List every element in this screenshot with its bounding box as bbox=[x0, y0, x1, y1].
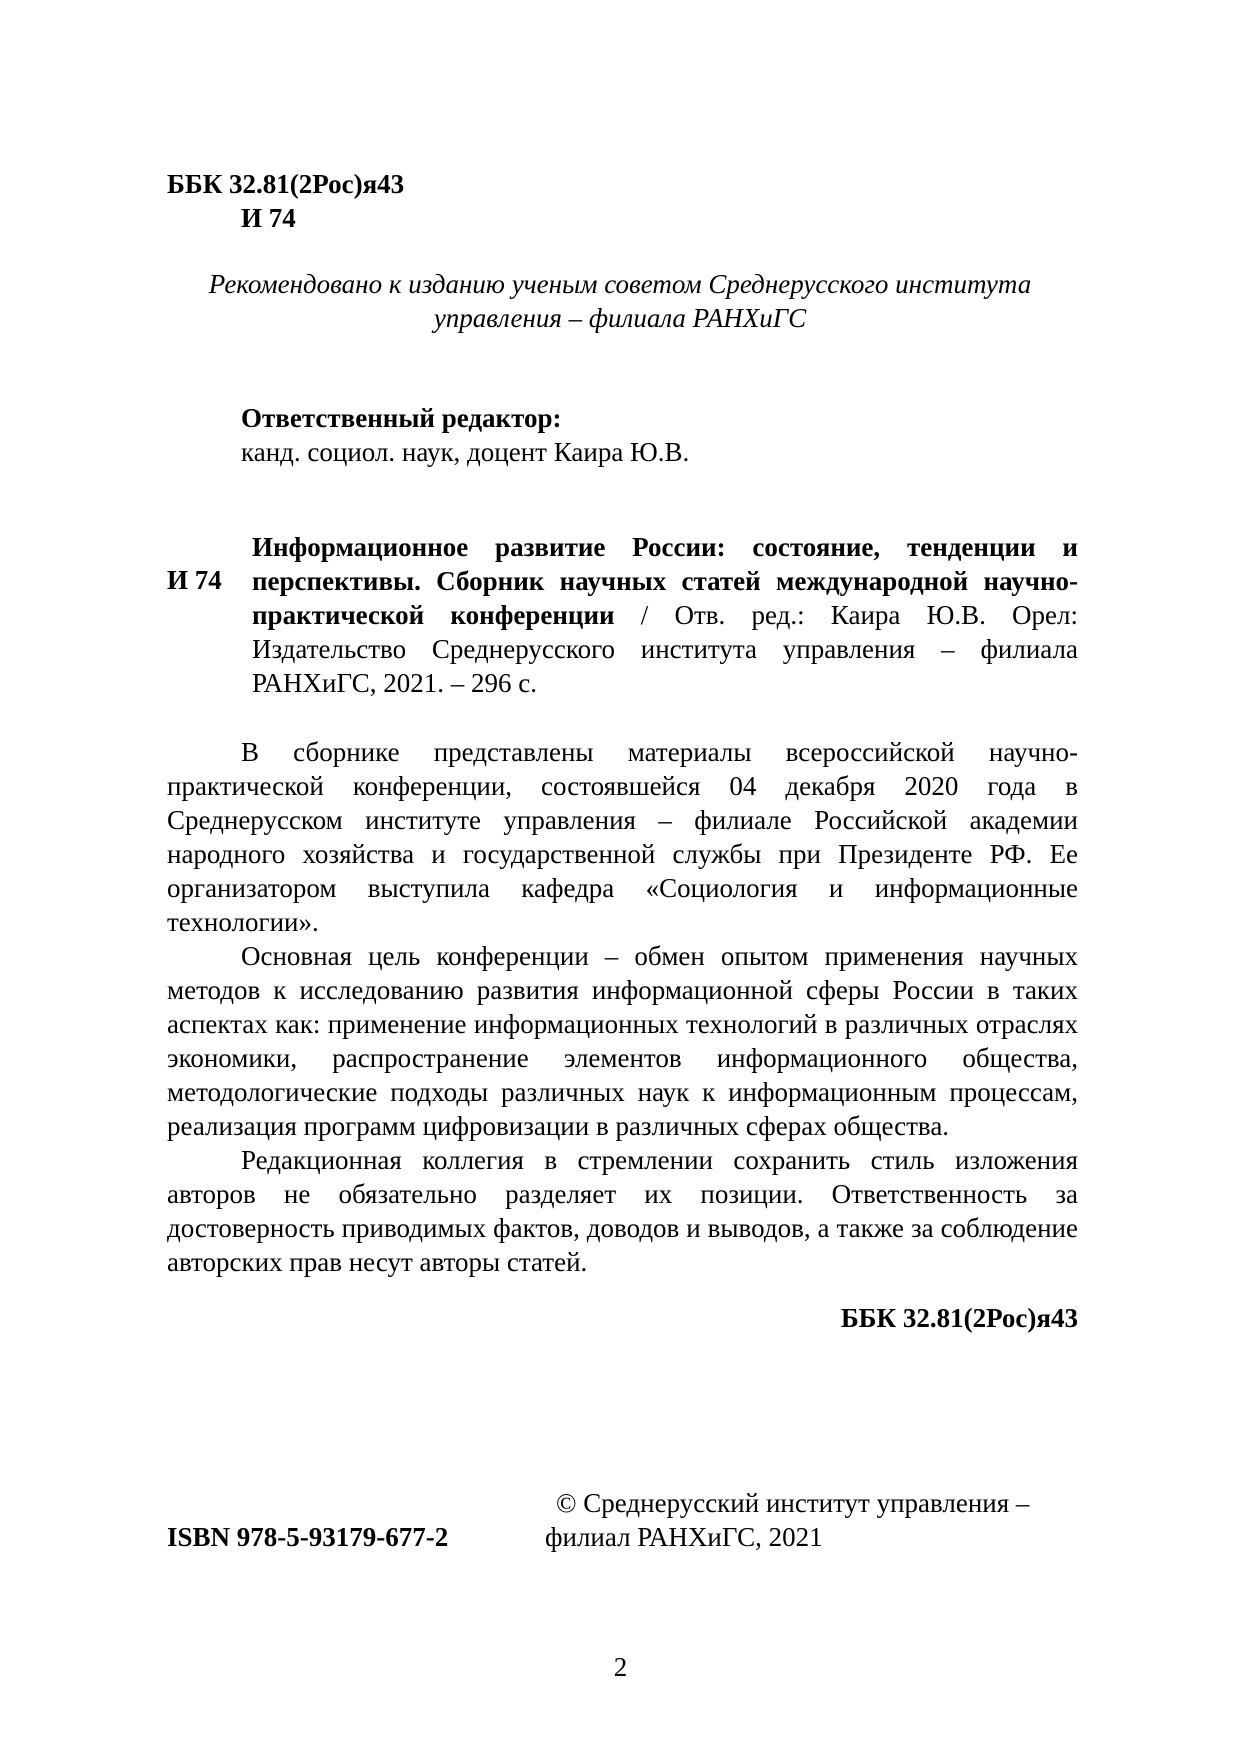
recommendation-line-1: Рекомендовано к изданию ученым советом Среднерусского института bbox=[208, 269, 1032, 299]
copyright-notice bbox=[545, 1486, 1078, 1554]
catalog-details: / Отв. ред.: Каира Ю.В. Орел: Издательство Среднерусского института управления – филиала РАНХиГС, 2021. – 296 с. bbox=[252, 600, 1079, 698]
copyright-line-2: филиал РАНХиГС, 2021 bbox=[545, 1522, 823, 1552]
bbk-footer-code: ББК 32.81(2Рос)я43 bbox=[840, 1303, 1078, 1333]
catalog-title: Информационное развитие России: состояние, тенденции и перспективы. Сборник научных статей международной научно-практической конференции bbox=[252, 532, 1078, 630]
copyright-line-1: © Среднерусский институт управления – bbox=[556, 1488, 1030, 1518]
isbn: ISBN 978-5-93179-677-2 bbox=[167, 1522, 449, 1552]
editor-name: канд. социол. наук, доцент Каира Ю.В. bbox=[241, 437, 690, 467]
annotation-paragraph: В сборнике представлены материалы всероссийской научно-практической конференции, состоявшейся 04 декабря 2020 года в Среднерусском институте управления – филиале Российской академии народного хозяйства и государственной службы при Президенте РФ. Ее организатором выступила кафедра «Социология и информационные технологии». bbox=[167, 737, 1078, 937]
recommendation-note bbox=[160, 267, 1080, 335]
page-number: 2 bbox=[613, 1652, 628, 1682]
bbk-code: ББК 32.81(2Рос)я43 bbox=[167, 169, 405, 199]
annotation-paragraph: Основная цель конференции – обмен опытом применения научных методов к исследованию развития информационной сферы России в таких аспектах как: применение информационных технологий в различных отраслях экономики, распространение элементов информационного общества, методологические подходы различных наук к информационным процессам, реализация программ цифровизации в различных сферах общества. bbox=[167, 941, 1078, 1141]
catalog-entry bbox=[252, 530, 1078, 700]
author-sign: И 74 bbox=[241, 203, 296, 233]
annotation bbox=[167, 735, 1078, 1279]
recommendation-line-2: управления – филиала РАНХиГС bbox=[433, 303, 807, 333]
annotation-paragraph: Редакционная коллегия в стремлении сохранить стиль изложения авторов не обязательно разделяет их позиции. Ответственность за достоверность приводимых фактов, доводов и выводов, а также за соблюдение авторских прав несут авторы статей. bbox=[167, 1145, 1078, 1277]
catalog-code: И 74 bbox=[167, 565, 222, 595]
editor-label: Ответственный редактор: bbox=[241, 403, 562, 433]
responsible-editor bbox=[241, 401, 689, 469]
bbk-header bbox=[167, 167, 404, 235]
